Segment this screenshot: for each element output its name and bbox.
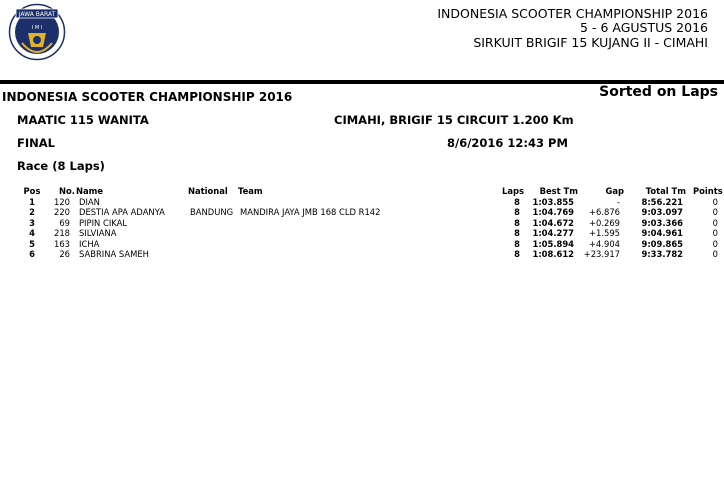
number-cell: 163 bbox=[54, 238, 70, 249]
col-points-header: Points bbox=[693, 186, 723, 196]
race-label: Race (8 Laps) bbox=[17, 159, 105, 173]
event-name: INDONESIA SCOOTER CHAMPIONSHIP 2016 bbox=[437, 6, 708, 21]
laps-cell: 8 bbox=[514, 249, 520, 259]
name-cell: SILVIANA bbox=[79, 228, 117, 238]
best-time-cell: 1:08.612 bbox=[532, 249, 574, 259]
col-no-header: No. bbox=[59, 186, 75, 196]
total-time-cell: 9:03.366 bbox=[641, 217, 683, 228]
laps-cell: 8 bbox=[514, 238, 520, 249]
total-time-cell: 8:56.221 bbox=[641, 196, 683, 207]
table-row bbox=[0, 249, 724, 260]
gap-cell: +1.595 bbox=[589, 228, 620, 238]
points-cell: 0 bbox=[712, 238, 718, 249]
total-time-cell: 9:09.865 bbox=[641, 238, 683, 249]
number-cell: 220 bbox=[54, 207, 70, 217]
pos-cell: 6 bbox=[29, 249, 35, 259]
col-laps-header: Laps bbox=[502, 186, 524, 196]
session-datetime: 8/6/2016 12:43 PM bbox=[447, 136, 568, 150]
name-cell: PIPIN CIKAL bbox=[79, 217, 128, 228]
col-team-header: Team bbox=[238, 186, 263, 196]
event-dates: 5 - 6 AGUSTUS 2016 bbox=[580, 20, 708, 35]
circuit-name: CIMAHI, BRIGIF 15 CIRCUIT 1.200 Km bbox=[334, 113, 574, 127]
points-cell: 0 bbox=[712, 228, 718, 238]
pos-cell: 4 bbox=[29, 228, 35, 238]
pos-cell: 2 bbox=[29, 207, 35, 217]
points-cell: 0 bbox=[712, 196, 718, 207]
session-name: FINAL bbox=[17, 136, 55, 150]
table-row bbox=[0, 197, 724, 208]
national-cell: BANDUNG bbox=[190, 207, 234, 217]
name-cell: ICHA bbox=[79, 238, 100, 249]
best-time-cell: 1:03.855 bbox=[532, 196, 574, 207]
points-cell: 0 bbox=[712, 217, 718, 228]
number-cell: 218 bbox=[54, 228, 70, 238]
event-venue: SIRKUIT BRIGIF 15 KUJANG II - CIMAHI bbox=[473, 35, 708, 50]
name-cell: DIAN bbox=[79, 196, 100, 207]
class-name: MAATIC 115 WANITA bbox=[17, 113, 149, 127]
imi-jawa-barat-logo bbox=[8, 3, 66, 61]
table-row bbox=[0, 207, 724, 218]
total-time-cell: 9:03.097 bbox=[641, 207, 683, 217]
total-time-cell: 9:04.961 bbox=[641, 228, 683, 238]
name-cell: DESTIA APA ADANYA bbox=[79, 207, 165, 217]
logo-top-text: JAWA BARAT bbox=[18, 11, 56, 18]
col-best-header: Best Tm bbox=[539, 186, 578, 196]
table-header-row bbox=[0, 186, 724, 197]
gap-cell: +23.917 bbox=[583, 249, 620, 259]
laps-cell: 8 bbox=[514, 207, 520, 217]
name-cell: SABRINA SAMEH bbox=[79, 249, 149, 259]
table-row bbox=[0, 228, 724, 239]
sort-label: Sorted on Laps bbox=[599, 84, 718, 100]
table-row bbox=[0, 239, 724, 250]
number-cell: 69 bbox=[59, 217, 70, 228]
points-cell: 0 bbox=[712, 207, 718, 217]
pos-cell: 5 bbox=[29, 238, 35, 249]
logo-letters: I M I bbox=[31, 25, 43, 31]
gap-cell: +4.904 bbox=[589, 238, 620, 249]
report-title: INDONESIA SCOOTER CHAMPIONSHIP 2016 bbox=[2, 90, 293, 104]
points-cell: 0 bbox=[712, 249, 718, 259]
gap-cell: +6.876 bbox=[589, 207, 620, 217]
col-name-header: Name bbox=[76, 186, 104, 196]
best-time-cell: 1:04.672 bbox=[532, 217, 574, 228]
gap-cell: +0.269 bbox=[589, 217, 620, 228]
col-pos-header: Pos bbox=[23, 186, 41, 196]
col-total-header: Total Tm bbox=[645, 186, 686, 196]
pos-cell: 1 bbox=[29, 196, 35, 207]
table-row bbox=[0, 218, 724, 229]
pos-cell: 3 bbox=[29, 217, 35, 228]
laps-cell: 8 bbox=[514, 217, 520, 228]
best-time-cell: 1:04.277 bbox=[532, 228, 574, 238]
team-cell: MANDIRA JAYA JMB 168 CLD R142 bbox=[240, 207, 381, 217]
col-national-header: National bbox=[188, 186, 228, 196]
best-time-cell: 1:04.769 bbox=[532, 207, 574, 217]
results-table bbox=[0, 186, 724, 260]
best-time-cell: 1:05.894 bbox=[532, 238, 574, 249]
col-gap-header: Gap bbox=[605, 186, 624, 196]
laps-cell: 8 bbox=[514, 196, 520, 207]
total-time-cell: 9:33.782 bbox=[641, 249, 683, 259]
laps-cell: 8 bbox=[514, 228, 520, 238]
number-cell: 26 bbox=[59, 249, 70, 259]
number-cell: 120 bbox=[54, 196, 70, 207]
gap-cell: - bbox=[616, 196, 620, 207]
